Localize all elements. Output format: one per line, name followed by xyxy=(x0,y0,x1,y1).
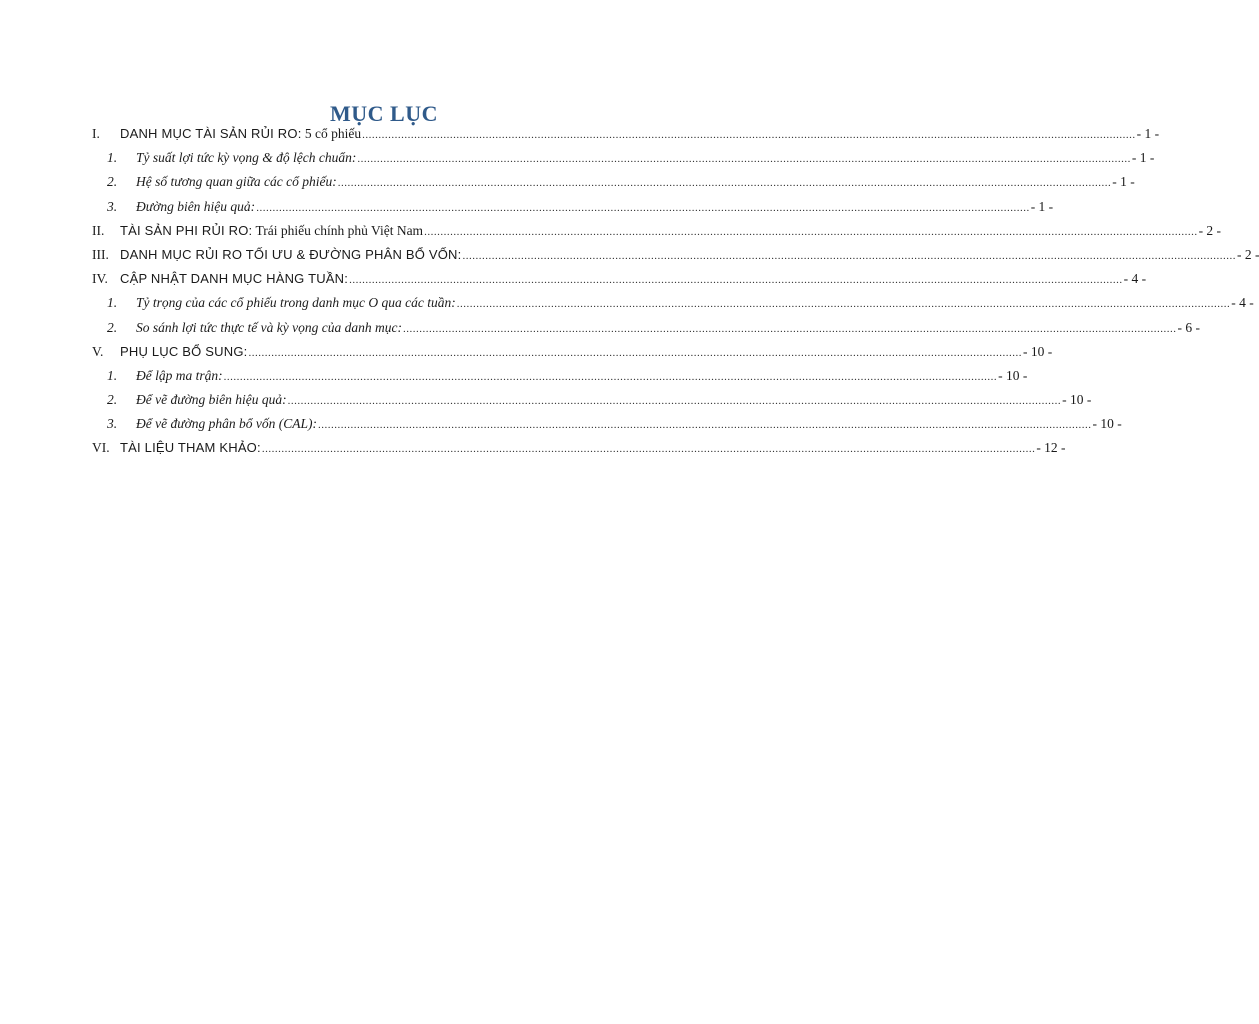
toc-entry-IV-2[interactable] xyxy=(92,319,1200,344)
toc-entry-heading: Tỷ trọng của các cổ phiếu trong danh mục O qua các tuần: xyxy=(136,295,456,311)
toc-entry-I-2[interactable] xyxy=(92,174,1135,198)
toc-entry-text xyxy=(120,344,247,360)
toc-list xyxy=(92,126,1259,465)
toc-entry-page: - 1 - xyxy=(1131,150,1155,166)
toc-entry-IV[interactable] xyxy=(92,271,1147,295)
toc-entry-number: 3. xyxy=(107,198,118,214)
toc-entry-II[interactable] xyxy=(92,222,1222,247)
toc-entry-subtitle: Trái phiếu chính phủ Việt Nam xyxy=(252,222,424,238)
dot-leader xyxy=(362,126,1136,142)
toc-entry-number: IV. xyxy=(92,271,108,287)
toc-entry-heading: Để vẽ đường biên hiệu quả: xyxy=(136,392,287,408)
toc-entry-page: - 10 - xyxy=(1092,416,1122,432)
toc-entry-text xyxy=(120,126,361,142)
toc-entry-number: 2. xyxy=(107,319,118,335)
toc-entry-I-1[interactable] xyxy=(92,150,1155,174)
toc-entry-number: 2. xyxy=(107,392,118,408)
toc-entry-heading: DANH MỤC RỦI RO TỐI ƯU & ĐƯỜNG PHÂN BỔ VỐN: xyxy=(120,246,462,262)
toc-entry-text xyxy=(120,223,423,239)
toc-entry-heading: Đường biên hiệu quả: xyxy=(136,198,256,214)
toc-entry-page: - 12 - xyxy=(1036,440,1066,456)
dot-leader xyxy=(349,271,1123,287)
toc-entry-text xyxy=(136,295,456,311)
toc-entry-number: V. xyxy=(92,343,104,359)
toc-entry-text xyxy=(136,174,337,190)
toc-entry-page: - 4 - xyxy=(1231,295,1254,311)
toc-entry-page: - 2 - xyxy=(1198,222,1222,238)
toc-entry-page: - 10 - xyxy=(1062,392,1092,408)
toc-entry-V-2[interactable] xyxy=(92,392,1092,416)
toc-entry-I[interactable] xyxy=(92,126,1160,150)
toc-entry-number: I. xyxy=(92,126,100,141)
toc-entry-V[interactable] xyxy=(92,343,1053,368)
toc-entry-heading: CẬP NHẬT DANH MỤC HÀNG TUẦN: xyxy=(120,271,349,287)
dot-leader xyxy=(424,223,1198,239)
toc-entry-text xyxy=(136,368,223,384)
toc-title: MỤC LỤC xyxy=(330,101,438,126)
toc-entry-number: III. xyxy=(92,246,109,262)
toc-entry-heading: TÀI SẢN PHI RỦI RO: xyxy=(120,222,253,238)
dot-leader xyxy=(318,416,1092,432)
toc-entry-number: 3. xyxy=(107,416,118,432)
toc-entry-page: - 2 - xyxy=(1236,246,1259,262)
toc-entry-number: 1. xyxy=(107,367,118,383)
dot-leader xyxy=(288,392,1062,408)
toc-entry-heading: Để vẽ đường phân bổ vốn (CAL): xyxy=(136,416,318,432)
toc-entry-I-3[interactable] xyxy=(92,198,1054,223)
toc-entry-page: - 10 - xyxy=(998,367,1028,383)
toc-entry-text xyxy=(136,150,356,166)
toc-entry-heading: TÀI LIỆU THAM KHẢO: xyxy=(120,440,261,456)
toc-entry-text xyxy=(136,392,287,408)
dot-leader xyxy=(462,247,1236,263)
toc-entry-text xyxy=(136,199,255,215)
toc-entry-heading: DANH MỤC TÀI SẢN RỦI RO: xyxy=(120,126,302,141)
toc-entry-number: 1. xyxy=(107,150,118,166)
toc-entry-page: - 4 - xyxy=(1123,271,1147,287)
dot-leader xyxy=(224,368,998,384)
toc-entry-number: 1. xyxy=(107,295,118,311)
dot-leader xyxy=(403,320,1177,336)
toc-entry-page: - 6 - xyxy=(1177,319,1200,335)
toc-entry-page: - 10 - xyxy=(1022,343,1053,359)
toc-entry-page: - 1 - xyxy=(1030,198,1054,214)
toc-entry-heading: So sánh lợi tức thực tế và kỳ vọng của danh mục: xyxy=(136,319,402,335)
toc-entry-heading: Tỷ suất lợi tức kỳ vọng & độ lệch chuẩn: xyxy=(136,150,357,166)
toc-entry-text xyxy=(136,320,402,336)
toc-entry-subtitle: 5 cổ phiếu xyxy=(301,126,362,141)
dot-leader xyxy=(457,295,1231,311)
toc-entry-number: II. xyxy=(92,222,105,238)
toc-entry-III[interactable] xyxy=(92,246,1259,271)
dot-leader xyxy=(248,344,1022,360)
toc-entry-page: - 1 - xyxy=(1136,126,1160,141)
toc-entry-text xyxy=(120,247,461,263)
toc-entry-VI[interactable] xyxy=(92,440,1066,464)
toc-entry-V-1[interactable] xyxy=(92,367,1028,392)
dot-leader xyxy=(256,199,1030,215)
toc-entry-number: 2. xyxy=(107,174,118,190)
toc-entry-heading: PHỤ LỤC BỔ SUNG: xyxy=(120,343,248,359)
dot-leader xyxy=(357,150,1131,166)
dot-leader xyxy=(338,174,1112,190)
toc-entry-text xyxy=(120,271,348,287)
toc-entry-text xyxy=(120,440,261,456)
toc-entry-heading: Hệ số tương quan giữa các cổ phiếu: xyxy=(136,174,337,190)
toc-entry-IV-1[interactable] xyxy=(92,295,1254,319)
toc-entry-V-3[interactable] xyxy=(92,416,1122,440)
dot-leader xyxy=(262,440,1036,456)
toc-entry-page: - 1 - xyxy=(1112,174,1135,190)
toc-entry-heading: Để lập ma trận: xyxy=(136,367,223,383)
toc-entry-text xyxy=(136,416,317,432)
toc-entry-number: VI. xyxy=(92,440,110,456)
